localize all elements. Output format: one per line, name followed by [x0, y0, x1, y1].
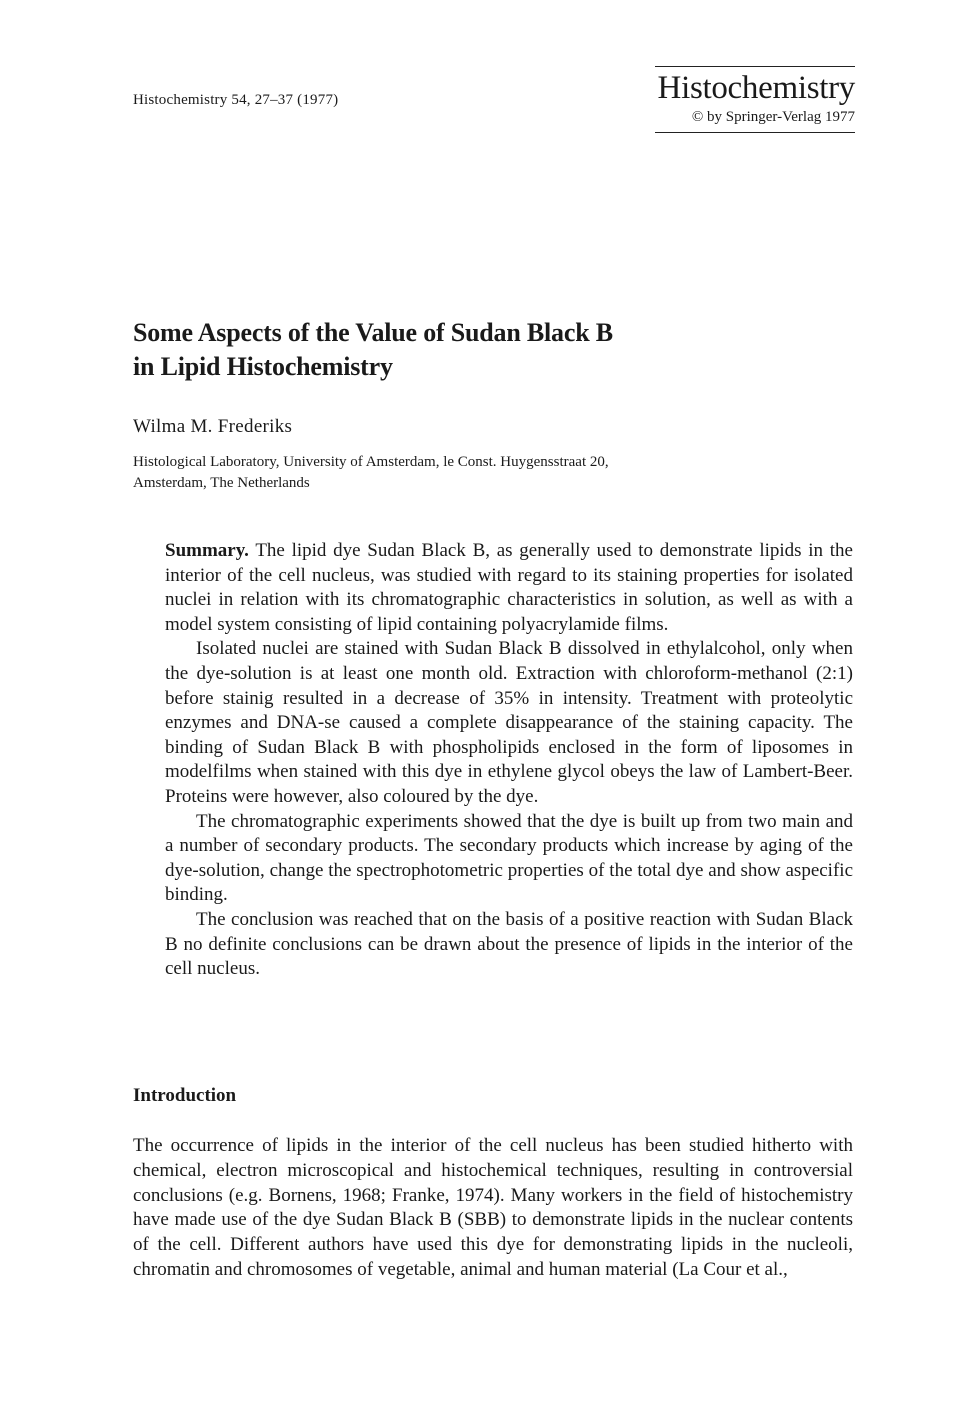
introduction-paragraph: The occurrence of lipids in the interior of the cell nucleus has been studied hitherto with chemical, electron microscopical and histochemical techniques, resulting in controversial conclusions (e.g. Bornens, 1968; Franke, 1974). Many workers in the field of histochemistry have made use of the dye Sudan Black B (SBB) to demonstrate lipids in the nuclear contents of the cell. Different authors have used this dye for demonstrating lipids in the nucleoli, chromatin and chromosomes of vegetable, animal and human material (La Cour et al., — [133, 1135, 853, 1280]
journal-citation: Histochemistry 54, 27–37 (1977) — [133, 92, 339, 108]
affiliation-line: Amsterdam, The Netherlands — [133, 475, 310, 491]
summary-paragraph: The conclusion was reached that on the basis of a positive reaction with Sudan Black B no definite conclusions can be drawn about the presence of lipids in the interior of the cell nucleus. — [165, 908, 853, 980]
summary-abstract — [165, 539, 853, 982]
author-affiliation — [133, 452, 853, 494]
summary-paragraph: Isolated nuclei are stained with Sudan Black B dissolved in ethylalcohol, only when the dye-solution is at least one month old. Extraction with chloroform-methanol (2:1) before stainig resulted in a decrease of 35% in intensity. Treatment with proteolytic enzymes and DNA-se caused a complete disappearance of the staining capacity. The binding of Sudan Black B with phospholipids enclosed in the form of liposomes in modelfilms when stained with this dye in ethylene glycol obeys the law of Lambert-Beer. Proteins were however, also coloured by the dye. — [165, 638, 853, 807]
masthead-top-rule — [655, 66, 855, 67]
journal-name: Histochemistry — [657, 70, 855, 106]
summary-text: The lipid dye Sudan Black B, as generally used to demonstrate lipids in the interior of the cell nucleus, was studied with regard to its staining properties for isolated nuclei in relation with its chromatographic characteristics in solution, as well as with a model system consisting of lipid containing polyacrylamide films. — [165, 540, 853, 635]
masthead-bottom-rule — [655, 132, 855, 133]
author-name: Wilma M. Frederiks — [133, 416, 293, 437]
introduction-body — [133, 1134, 853, 1283]
affiliation-line: Histological Laboratory, University of Amsterdam, le Const. Huygensstraat 20, — [133, 454, 609, 470]
summary-label: Summary. — [165, 540, 249, 561]
summary-paragraph: The chromatographic experiments showed that the dye is built up from two main and a number of secondary products. The secondary products which increase by aging of the dye-solution, change the spectrophotometric properties of the total dye and show aspecific binding. — [165, 810, 853, 906]
title-line: Some Aspects of the Value of Sudan Black B — [133, 318, 613, 347]
copyright-notice: © by Springer-Verlag 1977 — [691, 109, 855, 125]
journal-masthead — [655, 66, 855, 133]
article-title — [133, 316, 853, 384]
introduction-heading: Introduction — [133, 1085, 237, 1106]
summary-paragraph — [165, 539, 853, 637]
title-line: in Lipid Histochemistry — [133, 352, 393, 381]
